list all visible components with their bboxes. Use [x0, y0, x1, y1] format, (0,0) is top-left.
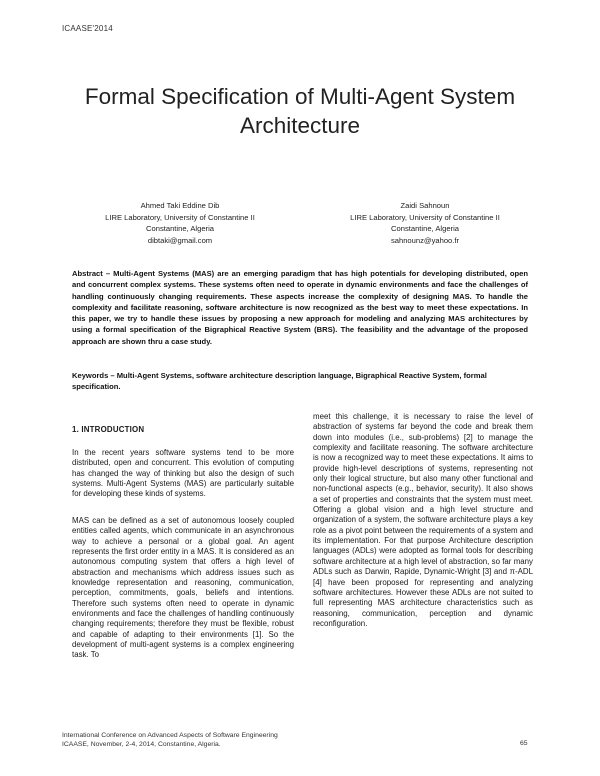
author-block-2	[312, 200, 538, 246]
keywords: Keywords – Multi-Agent Systems, software architecture description language, Bigraphical Reactive System, formal specification.	[72, 371, 487, 392]
abstract: Abstract – Multi-Agent Systems (MAS) are an emerging paradigm that has high potentials for developing distributed, open and concurrent complex systems. These systems often need to operate in dynamic environments and face the challenges of handling continuously changing requirements. These aspects increase the complexity of designing MAS. To handle the complexity and facilitate reasoning, software architecture is now recognized as the best way to meet these expectations. In this paper, we try to handle these issues by proposing a new approach for modeling and analyzing MAS architectures by using a formal specification of the Bigraphical Reactive System (BRS). The feasibility and the advantage of the proposed approach are shown thru a case study.	[72, 269, 528, 346]
footer-conference: International Conference on Advanced Aspects of Software Engineering	[62, 732, 278, 739]
running-header: ICAASE'2014	[62, 24, 113, 33]
author-location: Constantine, Algeria	[391, 224, 459, 233]
footer-venue: ICAASE, November, 2-4, 2014, Constantine, Algeria.	[62, 741, 221, 748]
paragraph-text: meet this challenge, it is necessary to raise the level of abstraction of systems far beyond the code and break them down into modules (i.e., sub-problems) [2] to manage the complexity and facilitate reasoning. The software architecture is now a recognized way to meet these expectations. It aims to provide high-level descriptions of systems, representing not only their logical structure, but also many other functional and non-functional aspects (e.g., behavior, security). It also shows a set of properties and constraints that the system must meet. Offering a global vision and a high level structure and organization of a system, the software architecture plays a key role as a pivot point between the requirements of a system and its implementation. For that purpose Architecture description languages (ADLs) were adopted as formal tools for describing software architecture at a high level of abstraction, so far many ADLs such as Darwin, Rapide, Dynamic-Wright [3] and π-ADL [4] have been proposed for representing and analyzing software architectures. However these ADLs are not suited to full representing MAS architecture characteristics such as reasoning, communication, perception and dynamic reconfiguration.	[313, 412, 533, 628]
author-email: sahnounz@yahoo.fr	[390, 235, 460, 245]
author-affiliation: LIRE Laboratory, University of Constantine II	[105, 212, 255, 222]
author-name: Zaidi Sahnoun	[400, 201, 450, 210]
author-location: Constantine, Algeria	[146, 224, 214, 233]
author-block-1	[62, 200, 298, 246]
paper-title	[40, 82, 560, 140]
author-affiliation: LIRE Laboratory, University of Constantine II	[350, 212, 500, 222]
page-number: 65	[520, 740, 528, 747]
author-name: Ahmed Taki Eddine Dib	[140, 201, 220, 210]
section-heading-introduction: 1. INTRODUCTION	[72, 425, 145, 434]
page-footer	[62, 731, 278, 749]
title-line-1: Formal Specification of Multi-Agent System	[84, 84, 516, 109]
intro-paragraph-1	[72, 448, 294, 500]
author-email: dibtaki@gmail.com	[147, 235, 213, 245]
intro-paragraph-right-column	[313, 412, 533, 629]
intro-paragraph-2	[72, 516, 294, 661]
title-line-2: Architecture	[239, 113, 361, 138]
paragraph-text: MAS can be defined as a set of autonomous loosely coupled entities called agents, which communicate in an asynchronous way to achieve a personal or a global goal. An agent represents the first order entity in a MAS. It is considered as an autonomous computing system that offers a high level of abstraction and mechanisms which address issues such as knowledge representation and reasoning, communication, perception, commitments, goals, beliefs and intentions. Therefore such systems often need to operate in dynamic environments and face the challenges of handling continuously changing requirements; therefore they must be flexible, robust and capable of adapting to their environments [1]. So the development of multi-agent systems is a complex engineering task. To	[72, 516, 294, 660]
paragraph-text: In the recent years software systems tend to be more distributed, open and concurrent. This evolution of computing has changed the way of thinking but also the design of such systems. Multi-Agent Systems (MAS) are particularly suitable for developing these kinds of systems.	[72, 448, 294, 499]
